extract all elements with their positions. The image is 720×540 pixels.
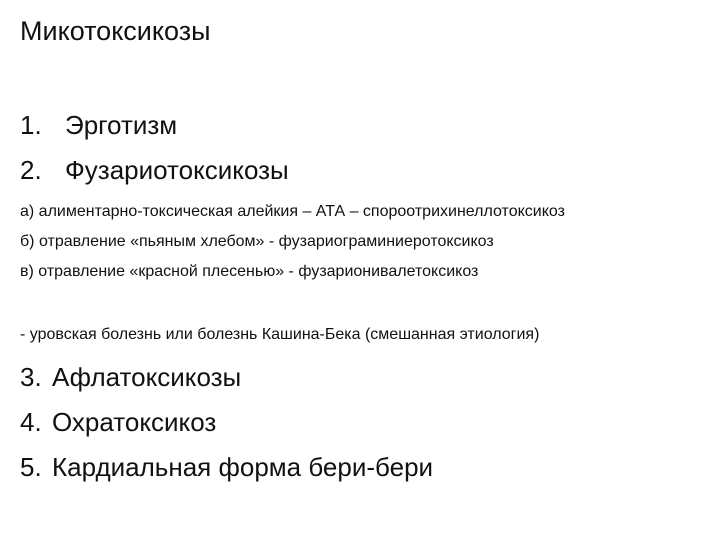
item-text: Афлатоксикозы — [52, 362, 242, 392]
list-item — [20, 110, 177, 141]
item-number: 4. — [20, 407, 42, 437]
item-text: Кардиальная форма бери-бери — [52, 452, 434, 482]
item-text: Эрготизм — [65, 110, 178, 140]
list-item — [20, 155, 289, 186]
item-number: 3. — [20, 362, 42, 392]
sub-item: б) отравление «пьяным хлебом» - фузариограминиеротоксикоз — [20, 233, 494, 250]
item-number: 5. — [20, 452, 42, 482]
list-item — [20, 362, 241, 393]
list-item — [20, 407, 216, 438]
item-number: 2. — [20, 155, 42, 185]
item-text: Охратоксикоз — [52, 407, 217, 437]
list-item — [20, 452, 433, 483]
sub-item: а) алиментарно-токсическая алейкия – АТА – спороотрихинеллотоксикоз — [20, 203, 565, 220]
slide-title: Микотоксикозы — [20, 16, 211, 46]
item-text: Фузариотоксикозы — [65, 155, 289, 185]
sub-item: в) отравление «красной плесенью» - фузарионивалетоксикоз — [20, 263, 479, 280]
dash-item: - уровская болезнь или болезнь Кашина-Бека (смешанная этиология) — [20, 326, 540, 343]
item-number: 1. — [20, 110, 42, 140]
